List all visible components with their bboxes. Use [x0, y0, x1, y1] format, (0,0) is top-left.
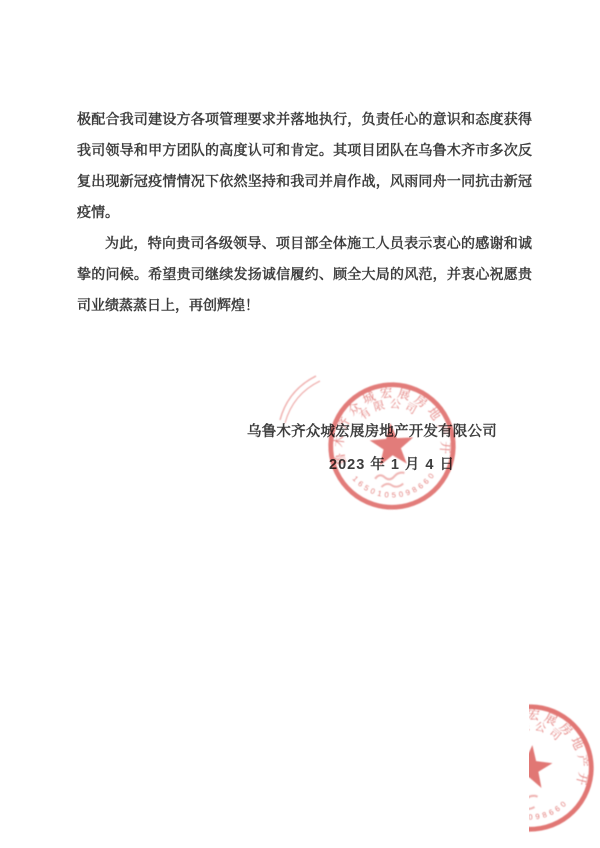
- signature-date: 2023 年 1 月 4 日: [329, 457, 456, 473]
- company-seal-stamp: [320, 374, 463, 517]
- signature-company-name: 乌鲁木齐众城宏展房地产开发有限公司: [247, 424, 497, 440]
- letter-paragraph-1: 极配合我司建设方各项管理要求并落地执行，负责任心的意识和态度获得我司领导和甲方团队的高度认可和肯定。其项目团队在乌鲁木齐市多次反复出现新冠疫情情况下依然坚持和我司并肩作战，风雨同舟一同抗击新冠疫情。: [77, 111, 532, 220]
- cross-page-seal-graphic: [529, 700, 599, 836]
- letter-paragraph-2: 为此，特向贵司各级领导、项目部全体施工人员表示衷心的感谢和诚挚的问候。希望贵司继续发扬诚信履约、顾全大局的风范，并衷心祝愿贵司业绩蒸蒸日上，再创辉煌！: [77, 235, 532, 313]
- cross-page-seal-stamp: [529, 700, 599, 836]
- letter-body: [77, 104, 532, 321]
